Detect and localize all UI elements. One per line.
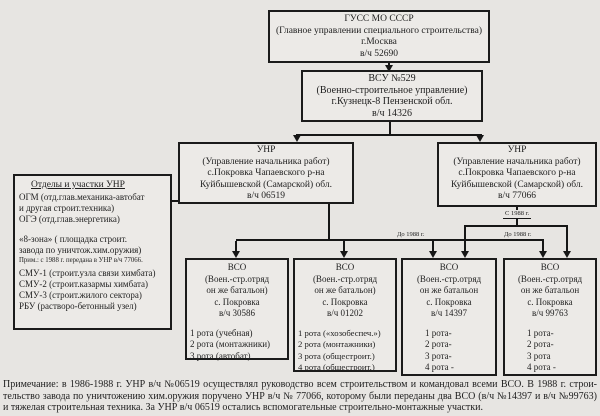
node-region: Куйбышевской (Самарской) обл. [450,179,583,190]
node-region: Куйбышевской (Самарской) обл. [199,179,332,190]
node-subtitle: он же батальон) [206,285,268,295]
node-city: г.Кузнецк-8 Пензенской обл. [331,96,453,107]
arrowhead-icon [461,251,469,258]
node-subtitle: (Главное управлении специального строительства) [276,25,482,36]
node-unit-number: в/ч 14397 [430,308,468,318]
connector-line [170,200,178,202]
company-item: 4 рота (общестроит.) [298,362,375,372]
company-item: 3 рота (общестроит.) [298,350,375,361]
footnote-line: Примечание: в 1986-1988 г. УНР в/ч №06519 осуществлял руководство всем строительством и командовал всеми ВСО. В 1988 г. строи- [3,379,597,390]
node-village: с.Покровка Чапаевского р-на [458,168,576,178]
node-departments [13,174,172,330]
department-note: Прим.: с 1988 г. передана в УНР в/ч 77066. [19,257,143,264]
node-village: с. Покровка [426,296,472,307]
node-title: ВСО [439,262,459,272]
node-village: с. Покровка [214,296,260,307]
node-unr-left [178,142,354,204]
node-guss [268,10,490,63]
department-item: ОГЭ (отд.глав.энергетика) [19,214,120,224]
arrowhead-icon [232,251,240,258]
node-title: УНР [256,145,276,155]
company-item: 2 рота (монтажники) [298,339,376,349]
node-title: ВСО [540,262,560,272]
node-subtitle: он же батальон) [314,285,376,295]
connector-line [566,227,568,252]
connector-line [464,227,466,252]
node-subtitle: (Воен.-стр.отряд [204,273,270,284]
node-city: г.Москва [361,37,397,47]
department-item: РБУ (растворо-бетонный узел) [19,301,137,311]
arrowhead-icon [340,251,348,258]
company-item: 1 рота («хозобеспеч.») [298,327,381,338]
node-subtitle: он же батальон [520,285,580,295]
node-subtitle: он же батальон [419,285,479,295]
node-unit-number: в/ч 14326 [371,107,413,119]
arrowhead-icon [429,251,437,258]
node-unit-number: в/ч 01202 [326,308,364,318]
footnote [3,379,597,414]
department-item: завода по уничтож.хим.оружия) [19,245,142,255]
company-item: 1 рота- [425,327,452,338]
node-village: с. Покровка [322,296,368,307]
connector-line [236,239,544,241]
node-title: УНР [507,145,527,155]
node-village: с.Покровка Чапаевского р-на [207,168,325,178]
footnote-line: и тяжелая строительная техника. За УНР в/ч 06519 остались вспомогательные строительно-монтажные участки. [3,402,483,414]
node-subtitle: (Воен.-стр.отряд [312,273,378,284]
node-subtitle: (Военно-строительное управление) [316,84,468,96]
company-item: 3 рота (автобат) [190,350,251,361]
arrowhead-icon [563,251,571,258]
department-item: СМУ-2 (строит.казармы химбата) [19,279,149,289]
node-subtitle: (Воен.-стр.отряд [517,273,583,284]
node-vso-2 [293,258,397,372]
company-item: 2 рота- [425,339,452,349]
company-item: 1 рота (учебная) [190,327,253,338]
label-before-1988: До 1988 г. [504,231,532,238]
node-vso-3 [401,258,497,376]
node-subtitle: (Воен.-стр.отряд [416,273,482,284]
label-since-1988: С 1988 г. [505,210,530,217]
node-title: ВСУ №529 [368,73,416,84]
department-item: СМУ-1 (строит.узла связи химбата) [19,268,156,278]
node-title: ГУСС МО СССР [344,14,414,24]
footnote-line: тельство завода по уничтожению хим.оружия поручено УНР в/ч № 77066, которому были переданы два ВСО (в/ч №14397 и в/ч №99763) [3,390,597,402]
connector-line [296,134,482,136]
connector-line [328,204,330,240]
arrowhead-icon [293,135,301,142]
node-vso-4 [503,258,597,376]
node-subtitle: (Управление начальника работ) [453,156,581,167]
node-unit-number: в/ч 52690 [359,48,399,59]
arrowhead-icon [476,135,484,142]
connector-line [464,225,568,227]
node-title: ВСО [227,262,247,272]
node-unit-number: в/ч 77066 [497,191,537,201]
node-subtitle: (Управление начальника работ) [202,156,330,167]
company-item: 2 рота (монтажники) [190,339,271,349]
node-unit-number: в/ч 99763 [531,308,569,318]
node-village: с. Покровка [527,296,573,307]
node-unit-number: в/ч 30586 [218,308,256,318]
department-item: СМУ-3 (строит.жилого сектора) [19,290,142,300]
company-item: 3 рота [527,350,551,361]
node-unr-right [437,142,597,207]
company-item: 4 рота - [425,362,454,372]
spacer [19,225,168,234]
company-item: 4 рота - [527,362,556,372]
label-before-1988: До 1988 г. [397,231,425,238]
department-item: ОГМ (отд.глав.механика-автобат [19,192,145,202]
company-item: 1 рота- [527,327,554,338]
departments-title: Отделы и участки УНР [31,180,125,190]
department-item: и другая строит.техника) [19,203,115,213]
company-item: 2 рота- [527,339,554,349]
arrowhead-icon [539,251,547,258]
node-vsu [301,70,483,122]
node-title: ВСО [335,262,355,272]
node-vso-1 [185,258,289,360]
company-item: 3 рота- [425,350,452,361]
department-item: «8-зона» ( площадка строит. [19,234,127,244]
node-unit-number: в/ч 06519 [246,191,286,201]
